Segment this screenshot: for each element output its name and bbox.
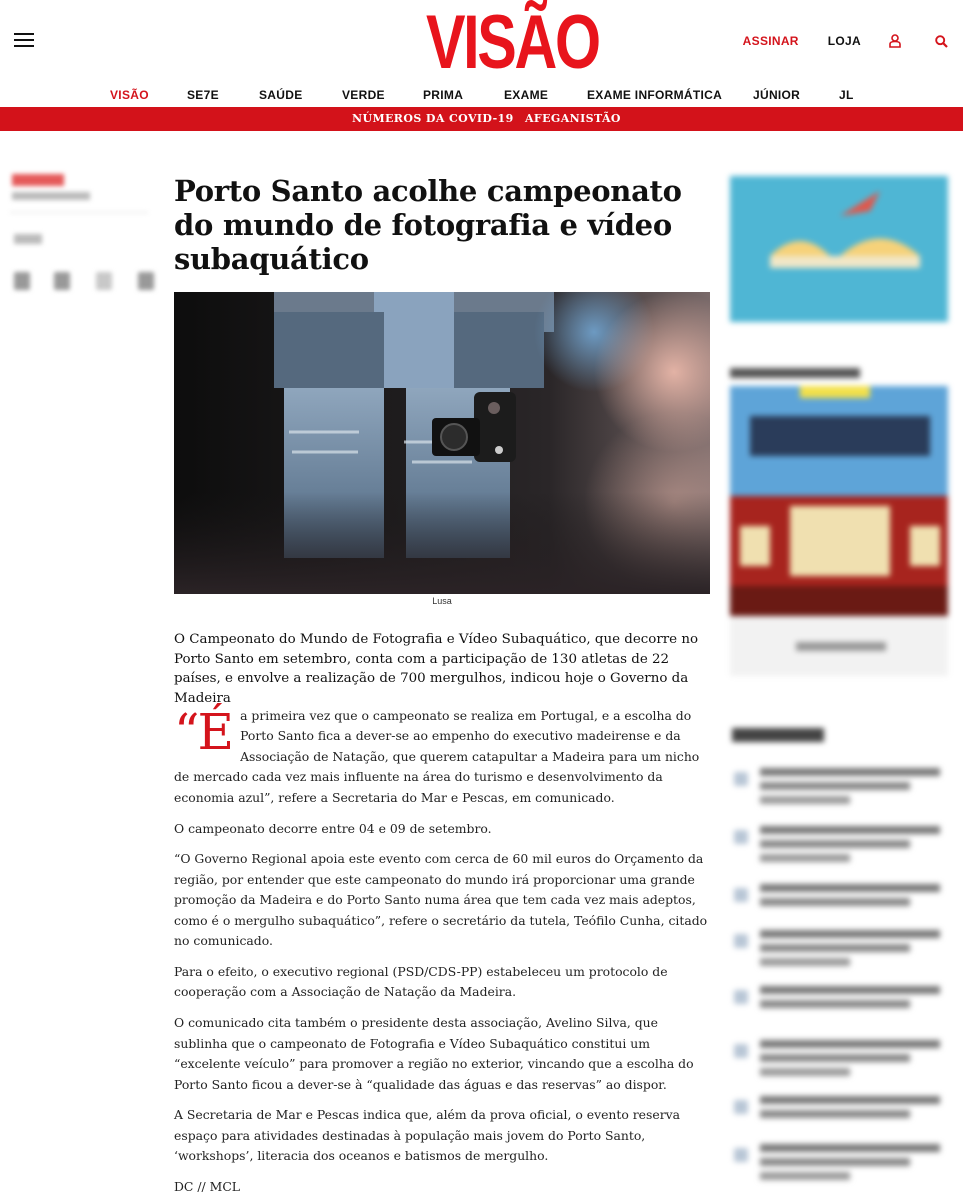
section-nav xyxy=(0,84,963,106)
drop-cap: “É xyxy=(174,703,233,761)
twitter-share-icon[interactable] xyxy=(54,272,70,290)
nav-item-verde[interactable]: VERDE xyxy=(342,88,385,102)
nav-item-exame[interactable]: EXAME xyxy=(504,88,549,102)
article-meta-share-column xyxy=(10,172,158,302)
trending-link-covid[interactable]: NÚMEROS DA COVID-19 xyxy=(352,112,514,125)
nav-item-saude[interactable]: SAÚDE xyxy=(259,88,303,102)
header-actions xyxy=(743,33,949,49)
site-logo[interactable]: VISÃO xyxy=(425,0,599,85)
most-read-item[interactable] xyxy=(734,928,944,972)
nav-item-prima[interactable]: PRIMA xyxy=(423,88,464,102)
article-signature: DC // MCL xyxy=(174,1179,241,1195)
divider xyxy=(10,212,148,213)
author-name-placeholder xyxy=(12,174,64,186)
nav-item-exame-informatica[interactable]: EXAME INFORMÁTICA xyxy=(587,88,723,102)
nav-item-visao[interactable]: VISÃO xyxy=(110,88,149,102)
nav-item-jl[interactable]: JL xyxy=(839,88,854,102)
most-read-item[interactable] xyxy=(734,1094,944,1138)
facebook-share-icon[interactable] xyxy=(14,272,30,290)
site-header xyxy=(0,0,963,84)
article-paragraph: A Secretaria de Mar e Pescas indica que, além da prova oficial, o evento reserva espaço para atividades destinadas à população mais jovem do Porto Santo, ‘workshops’, literacia dos oceanos e batismos de mergulho. xyxy=(174,1107,681,1164)
most-read-item[interactable] xyxy=(734,984,944,1028)
nav-item-se7e[interactable]: SE7E xyxy=(187,88,219,102)
print-share-icon[interactable] xyxy=(138,272,154,290)
most-read-item[interactable] xyxy=(734,882,944,926)
article-paragraph-first xyxy=(174,703,710,808)
article-paragraph: O campeonato decorre entre 04 e 09 de setembro. xyxy=(174,820,492,836)
advertisement-magazine[interactable] xyxy=(730,386,948,616)
trending-link-afeganistao[interactable]: AFEGANISTÃO xyxy=(525,112,621,125)
most-read-item[interactable] xyxy=(734,766,944,810)
article-hero-image xyxy=(174,292,710,594)
most-read-title-placeholder xyxy=(732,728,824,742)
article-paragraph: Para o efeito, o executivo regional (PSD/CDS-PP) estabeleceu um protocolo de cooperação com a Associação de Natação da Madeira. xyxy=(174,963,668,1000)
article-title: Porto Santo acolhe campeonato do mundo de fotografia e vídeo subaquático xyxy=(174,174,682,276)
nav-item-junior[interactable]: JÚNIOR xyxy=(753,88,801,102)
first-paragraph-text: a primeira vez que o campeonato se realiza em Portugal, e a escolha do Porto Santo fica a dever-se ao empenho do executivo madeirense e da Associação de Natação, que querem catapultar a Madeira para um nicho de mercado cada vez mais influente na área do turismo e desenvolvimento da economia azul”, refere a Secretaria do Mar e Pescas, em comunicado. xyxy=(174,708,700,805)
share-label-placeholder xyxy=(14,234,42,244)
trending-bar xyxy=(0,107,963,131)
article-lead: O Campeonato do Mundo de Fotografia e Vídeo Subaquático, que decorre no Porto Santo em setembro, conta com a participação de 130 atletas de 22 países, e envolve a realização de 700 mergulhos, indicou hoje o Governo da Madeira xyxy=(174,632,699,706)
article-paragraph: “O Governo Regional apoia este evento com cerca de 60 mil euros do Orçamento da região, por entender que este campeonato do mundo irá proporcionar uma grande promoção da Madeira e do Porto Santo numa área que tem cada vez mais adeptos, como é o mergulho subaquático”, refere o secretário da tutela, Teófilo Cunha, citado no comunicado. xyxy=(174,851,708,949)
ad-label-placeholder xyxy=(730,368,860,378)
image-caption: Lusa xyxy=(432,596,452,606)
ad-cta-box[interactable] xyxy=(730,616,948,676)
article-body xyxy=(174,703,710,1200)
user-icon[interactable] xyxy=(887,33,903,49)
advertisement-banner[interactable] xyxy=(730,176,948,322)
most-read-item[interactable] xyxy=(734,1038,944,1082)
article-paragraph: O comunicado cita também o presidente desta associação, Avelino Silva, que sublinha que o campeonato de Fotografia e Vídeo Subaquático constitui um “excelente veículo” para promover a região no exterior, vincando que a escolha do Porto Santo ficou a dever-se à “qualidade das águas e das reservas” ao dispor. xyxy=(174,1015,694,1092)
search-icon[interactable] xyxy=(933,33,949,49)
shop-link[interactable]: LOJA xyxy=(827,34,861,48)
right-sidebar xyxy=(730,172,952,1200)
date-placeholder xyxy=(12,192,90,200)
most-read-item[interactable] xyxy=(734,824,944,868)
subscribe-link[interactable]: ASSINAR xyxy=(742,34,799,48)
article-header xyxy=(174,174,710,276)
most-read-item[interactable] xyxy=(734,1142,944,1186)
email-share-icon[interactable] xyxy=(96,272,112,290)
hamburger-menu-icon[interactable] xyxy=(14,33,34,49)
